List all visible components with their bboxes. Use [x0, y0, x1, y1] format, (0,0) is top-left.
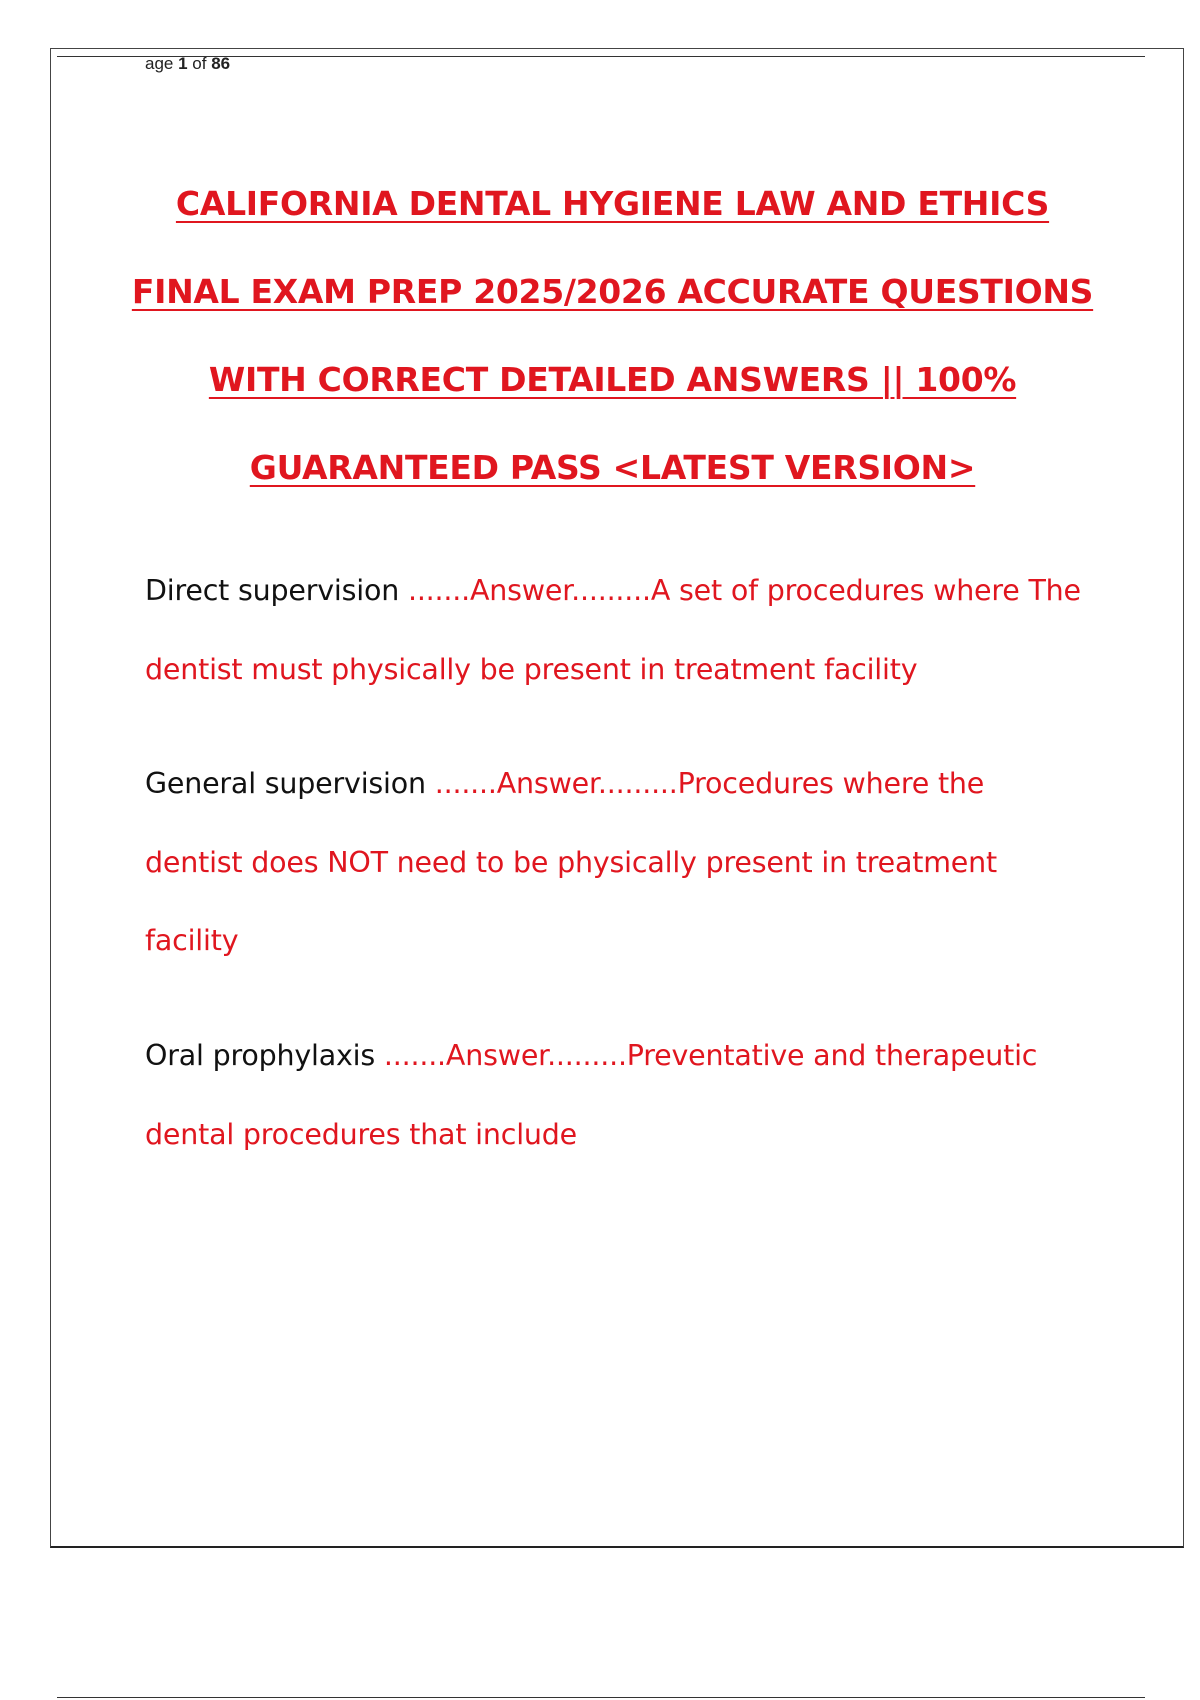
page-current: 1 [178, 54, 188, 73]
title-line-4: GUARANTEED PASS <LATEST VERSION> [249, 448, 976, 487]
answer-general-supervision-part-2: dentist does NOT need to be physically present in treatment [145, 846, 997, 879]
answer-direct-supervision-part-2: dentist must physically be present in treatment facility [145, 653, 918, 686]
answer-direct-supervision-part-1: .......Answer.........A set of procedures where The [407, 574, 1081, 607]
page-number [145, 54, 230, 74]
page-prefix: age [145, 54, 179, 73]
title-line-2: FINAL EXAM PREP 2025/2026 ACCURATE QUESTIONS [131, 272, 1094, 311]
entry-oral-prophylaxis-line-1 [145, 1039, 1037, 1072]
page-of: of [187, 54, 212, 73]
term-direct-supervision: Direct supervision [145, 574, 400, 607]
entry-direct-supervision-line-1 [145, 574, 1081, 607]
answer-general-supervision-part-3: facility [145, 924, 239, 957]
answer-oral-prophylaxis-part-2: dental procedures that include [145, 1118, 578, 1151]
title-line-1: CALIFORNIA DENTAL HYGIENE LAW AND ETHICS [175, 184, 1050, 223]
title-line-3: WITH CORRECT DETAILED ANSWERS || 100% [208, 360, 1017, 399]
answer-oral-prophylaxis-part-1: .......Answer.........Preventative and therapeutic [383, 1039, 1038, 1072]
page-total: 86 [211, 54, 231, 73]
term-general-supervision: General supervision [145, 767, 426, 800]
entry-general-supervision-line-1 [145, 767, 984, 800]
term-oral-prophylaxis: Oral prophylaxis [145, 1039, 376, 1072]
footer-rule [57, 1697, 1145, 1698]
answer-general-supervision-part-1: .......Answer.........Procedures where the [434, 767, 985, 800]
